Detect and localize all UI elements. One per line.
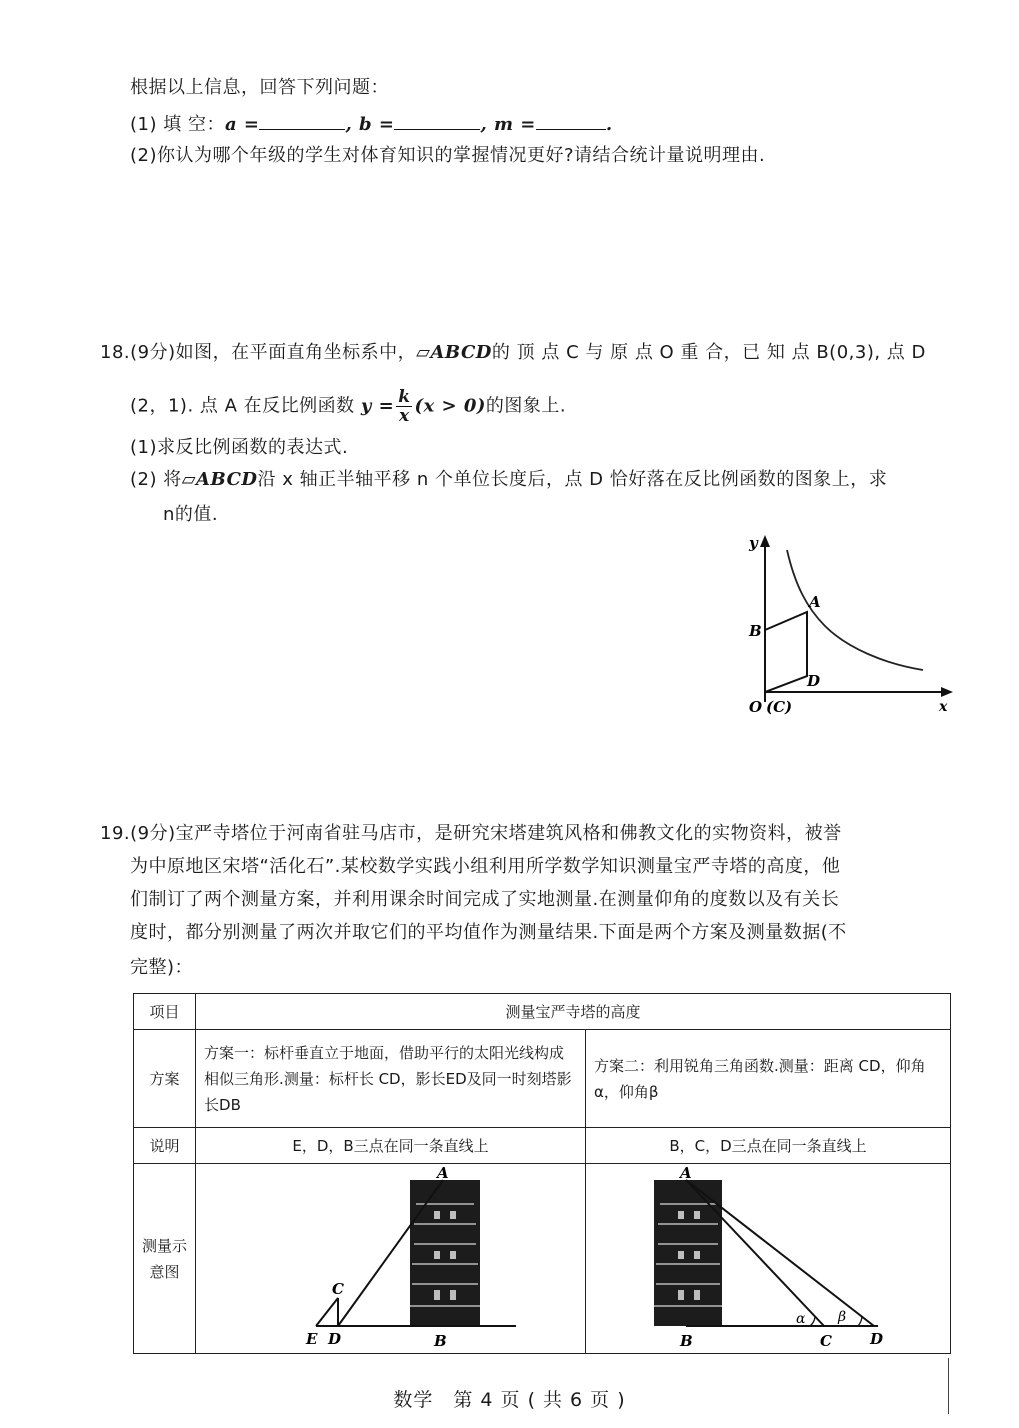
d1-label-c: C <box>332 1279 344 1298</box>
d1-label-e: E <box>306 1329 318 1348</box>
diagram-plan2 <box>586 1166 949 1352</box>
graph-origin: O <box>749 698 763 716</box>
q18-part2-start: (2) 将 <box>130 469 182 490</box>
angle-beta-arc <box>858 1316 862 1326</box>
q17-blank-a-label: a = <box>224 114 260 135</box>
d2-label-d: D <box>870 1329 884 1348</box>
table-cell-diagram1 <box>196 1164 586 1354</box>
graph-point-c: (C) <box>766 698 793 716</box>
table-row-plan <box>134 1030 951 1128</box>
q18-part2-parallelogram: ▱ABCD <box>181 469 258 490</box>
q17-part2: (2)你认为哪个年级的学生对体育知识的掌握情况更好?请结合统计量说明理由. <box>130 145 766 166</box>
d1-label-b: B <box>434 1331 447 1350</box>
q19-measure-table <box>133 993 951 1354</box>
pagoda-image <box>410 1180 480 1326</box>
q19-line3: 们制订了两个测量方案，并利用课余时间完成了实地测量.在测量仰角的度数以及有关长 <box>130 889 840 910</box>
q17-part1-label: (1) 填 空： <box>130 114 225 135</box>
table-row-diagram <box>134 1164 951 1354</box>
d2-label-b: B <box>680 1331 693 1350</box>
parallelogram-abcd <box>765 612 807 692</box>
q18-fraction <box>396 388 412 425</box>
q19-line1: 19.(9分)宝严寺塔位于河南省驻马店市，是研究宋塔建筑风格和佛教文化的实物资料，被誉 <box>100 823 842 844</box>
q18-part1: (1)求反比例函数的表达式. <box>130 437 349 458</box>
graph-point-a: A <box>809 593 821 611</box>
q18-condition: (x > 0) <box>414 395 486 417</box>
q19-line2: 为中原地区宋塔“活化石”.某校数学实践小组利用所学数学知识测量宝严寺塔的高度，他 <box>130 856 841 877</box>
d1-label-d: D <box>328 1329 342 1348</box>
q19-line5: 完整)： <box>130 957 194 978</box>
table-cell-plan-label: 方案 <box>134 1030 196 1128</box>
graph-point-d: D <box>807 672 821 690</box>
table-cell-note-label: 说明 <box>134 1128 196 1164</box>
page-footer: 数学 第 4 页 ( 共 6 页 ) <box>393 1389 626 1411</box>
table-row-header <box>134 994 951 1030</box>
q17-blank-a[interactable] <box>259 109 345 130</box>
q17-intro: 根据以上信息，回答下列问题： <box>130 77 389 98</box>
q17-blank-m[interactable] <box>536 109 606 130</box>
y-axis-arrow <box>760 535 770 547</box>
q18-part2-line2: n的值. <box>163 504 219 525</box>
q19-line4: 度时，都分别测量了两次并取它们的平均值作为测量结果.下面是两个方案及测量数据(不 <box>130 922 847 943</box>
x-axis-arrow <box>941 687 953 697</box>
q18-head-rest: 的 顶 点 C 与 原 点 O 重 合，已 知 点 B(0,3), 点 D <box>491 342 926 363</box>
q18-head: 18.(9分)如图，在平面直角坐标系中， <box>100 342 417 363</box>
q18-line2-start: (2，1). 点 A 在反比例函数 <box>130 395 355 417</box>
d1-label-a: A <box>437 1165 449 1182</box>
q18-y-eq: y = <box>360 395 395 417</box>
graph-point-b: B <box>749 622 762 640</box>
q18-part2-rest: 沿 x 轴正半轴平移 n 个单位长度后，点 D 恰好落在反比例函数的图象上，求 <box>257 469 888 490</box>
table-cell-diagram-label: 测量示意图 <box>134 1164 196 1354</box>
pagoda-image <box>654 1180 722 1326</box>
table-cell-item: 项目 <box>134 994 196 1030</box>
q18-parallelogram: ▱ABCD <box>416 342 492 363</box>
q17-blank-b[interactable] <box>394 109 480 130</box>
q18-line2-end: 的图象上. <box>485 395 567 417</box>
q18-graph <box>735 530 960 720</box>
table-cell-title: 测量宝严寺塔的高度 <box>196 994 951 1030</box>
q17-part1-end: . <box>605 114 613 135</box>
q17-part1 <box>130 109 613 138</box>
q17-blank-b-label: , b = <box>345 114 395 135</box>
q18-frac-num: k <box>398 387 411 407</box>
diagram-plan1 <box>196 1166 584 1352</box>
sun-ray-ec <box>316 1298 338 1326</box>
q18-part2 <box>130 467 887 493</box>
graph-y-label: y <box>749 534 758 552</box>
table-cell-diagram2 <box>586 1164 951 1354</box>
table-cell-note2: B，C，D三点在同一条直线上 <box>586 1128 951 1164</box>
q18-stem-line1 <box>100 340 926 366</box>
angle-alpha-arc <box>810 1317 815 1326</box>
q17-blank-m-label: , m = <box>480 114 536 135</box>
d2-label-a: A <box>680 1165 692 1182</box>
table-row-note <box>134 1128 951 1164</box>
table-cell-note1: E，D，B三点在同一条直线上 <box>196 1128 586 1164</box>
table-cell-plan1: 方案一：标杆垂直立于地面，借助平行的太阳光线构成相似三角形.测量：标杆长 CD，影长ED及同一时刻塔影长DB <box>196 1030 586 1128</box>
table-cell-plan2: 方案二：利用锐角三角函数.测量：距离 CD，仰角α，仰角β <box>586 1030 951 1128</box>
q18-frac-den: x <box>399 406 410 426</box>
d2-label-c: C <box>820 1331 832 1350</box>
graph-x-label: x <box>939 699 948 715</box>
d2-label-alpha: α <box>796 1310 806 1327</box>
q18-stem-line2 <box>130 388 566 425</box>
d2-label-beta: β <box>838 1308 847 1325</box>
